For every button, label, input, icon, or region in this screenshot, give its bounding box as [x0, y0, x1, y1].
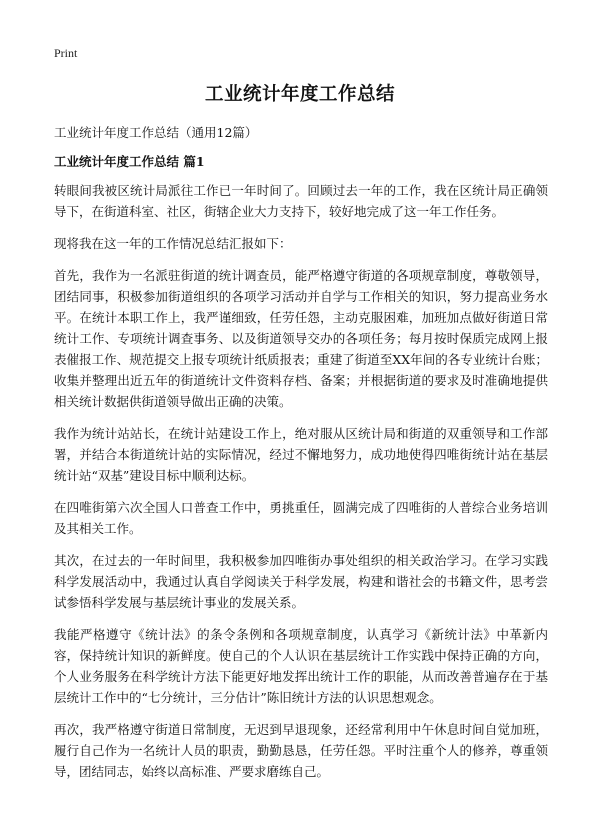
section-heading: 工业统计年度工作总结 篇1 — [54, 154, 205, 169]
print-link[interactable]: Print — [54, 46, 78, 60]
paragraph: 首先，我作为一名派驻街道的统计调查员，能严格遵守街道的各项规章制度，尊敬领导，团结同事，积极参加街道组织的各项学习活动并自学与工作相关的知识，努力提高业务水平。在统计本职工作上，我严谨细致，任劳任怨，主动克服困难，加班加点做好街道日常统计工作、专项统计调查事务、以及街道领导交办的各项任务；每月按时保质完成网上报表催报工作、规范提交上报专项统计纸质报表；重建了街道至XX年间的各专业统计台账；收集并整理出近五年的街道统计文件资料存档、备案；并根据街道的要求及时准确地提供相关统计数据供街道领导做出正确的决策。 — [54, 268, 548, 409]
paragraph: 其次，在过去的一年时间里，我积极参加四唯街办事处组织的相关政治学习。在学习实践科学发展活动中，我通过认真自学阅读关于科学发展，构建和谐社会的书籍文件，思考尝试参悟科学发展与基层统计事业的发展关系。 — [54, 553, 548, 610]
paragraph: 转眼间我被区统计局派往工作已一年时间了。回顾过去一年的工作，我在区统计局正确领导下，在街道科室、社区，街辖企业大力支持下，较好地完成了这一年工作任务。 — [54, 183, 548, 219]
paragraph: 在四唯街第六次全国人口普查工作中，勇挑重任，圆满完成了四唯街的人普综合业务培训及其相关工作。 — [54, 500, 548, 536]
paragraph: 现将我在这一年的工作情况总结汇报如下： — [54, 236, 292, 251]
body-text — [54, 180, 548, 793]
document-title: 工业统计年度工作总结 — [204, 84, 395, 105]
paragraph: 我作为统计站站长，在统计站建设工作上，绝对服从区统计局和街道的双重领导和工作部署，并结合本街道统计站的实际情况，经过不懈地努力，成功地使得四唯街统计站在基层统计站“双基”建设目标中顺利达标。 — [54, 426, 548, 483]
paragraph: 我能严格遵守《统计法》的条令条例和各项规章制度，认真学习《新统计法》中革新内容，保持统计知识的新鲜度。使自己的个人认识在基层统计工作实践中保持正确的方向，个人业务服务在科学统计方法下能更好地发挥出统计工作的职能，从而改善普遍存在于基层统计工作中的“七分统计，三分估计”陈旧统计方法的认识思想观念。 — [54, 627, 548, 705]
paragraph: 再次，我严格遵守街道日常制度，无迟到早退现象，还经常利用中午休息时间自觉加班，履行自己作为一名统计人员的职责，勤勤恳恳，任劳任怨。平时注重个人的修养，尊重领导，团结同志，始终以高标准、严要求磨练自己。 — [54, 722, 548, 779]
document-subtitle: 工业统计年度工作总结（通用12篇） — [54, 125, 258, 140]
